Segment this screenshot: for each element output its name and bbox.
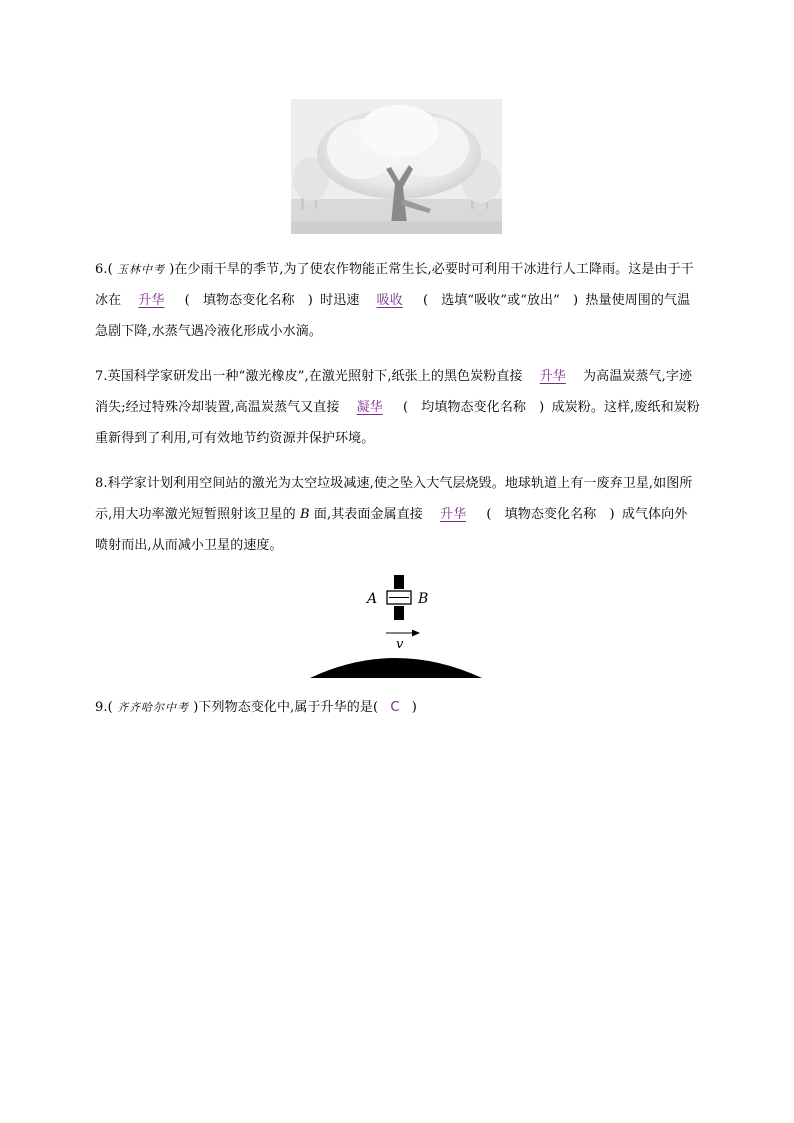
label-v: v [396,637,404,652]
question-6-number: 6.( [95,262,113,277]
question-7-answer-2: 凝华 [356,400,383,415]
question-8-answer-1: 升华 [440,507,467,522]
question-6-answer-2: 吸收 [376,293,403,308]
question-6 [95,254,700,347]
frost-tree-photo [291,99,502,234]
label-a: A [367,591,378,607]
question-9-text-1: )下列物态变化中,属于升华的是( [193,700,379,715]
question-8-text-2: 面,其表面金属直接 [313,507,423,522]
question-6-answer-1: 升华 [138,293,165,308]
question-6-text-1: )在少雨干旱的季节,为了使农作物能正常生长,必要时可利用干冰进行人工降雨。这是由于干冰在 [95,262,694,308]
satellite-diagram [300,570,490,680]
question-7-text-3: 成炭粉。这样,废纸和炭粉重新得到了利用,可有效地节约资源并保护环境。 [95,400,700,446]
question-6-text-2: 时迅速 [320,293,360,308]
question-6-hint-2: ( 选填“吸收”或“放出” ) [422,293,579,308]
question-8-text-3: 成气体向外喷射而出,从而减小卫星的速度。 [95,507,688,553]
question-6-text-3: 热量使周围的气温急剧下降,水蒸气遇冷液化形成小水滴。 [95,293,691,339]
question-8-text-1: 8.科学家计划利用空间站的激光为太空垃圾减速,使之坠入大气层烧毁。地球轨道上有一废弃卫星,如图所示,用大功率激光短暂照射该卫星的 [95,476,693,522]
question-9-number: 9.( [95,700,113,715]
satellite-panel-bottom [394,606,404,620]
question-9 [95,692,700,723]
question-8-face-label: B [299,507,310,522]
question-7-hint-2: ( 均填物态变化名称 ) [402,400,545,415]
question-7-text-1: 7.英国科学家研发出一种“激光橡皮”,在激光照射下,纸张上的黑色炭粉直接 [95,369,523,384]
question-6-hint-1: ( 填物态变化名称 ) [184,293,313,308]
question-9-answer: C [390,700,400,715]
satellite-panel-top [394,575,404,589]
question-8-hint-1: ( 填物态变化名称 ) [486,507,615,522]
question-9-close: ) [411,700,417,715]
question-7-text-2: 为高温炭蒸气,字迹消失;经过特殊冷却装置,高温炭蒸气又直接 [95,369,693,415]
question-6-source: 玉林中考 [117,263,166,276]
question-8 [95,468,700,561]
question-7 [95,361,700,454]
question-9-source: 齐齐哈尔中考 [117,701,190,714]
earth-surface [310,658,482,678]
velocity-arrowhead [412,630,420,637]
question-7-answer-1: 升华 [539,369,566,384]
label-b: B [418,591,429,607]
